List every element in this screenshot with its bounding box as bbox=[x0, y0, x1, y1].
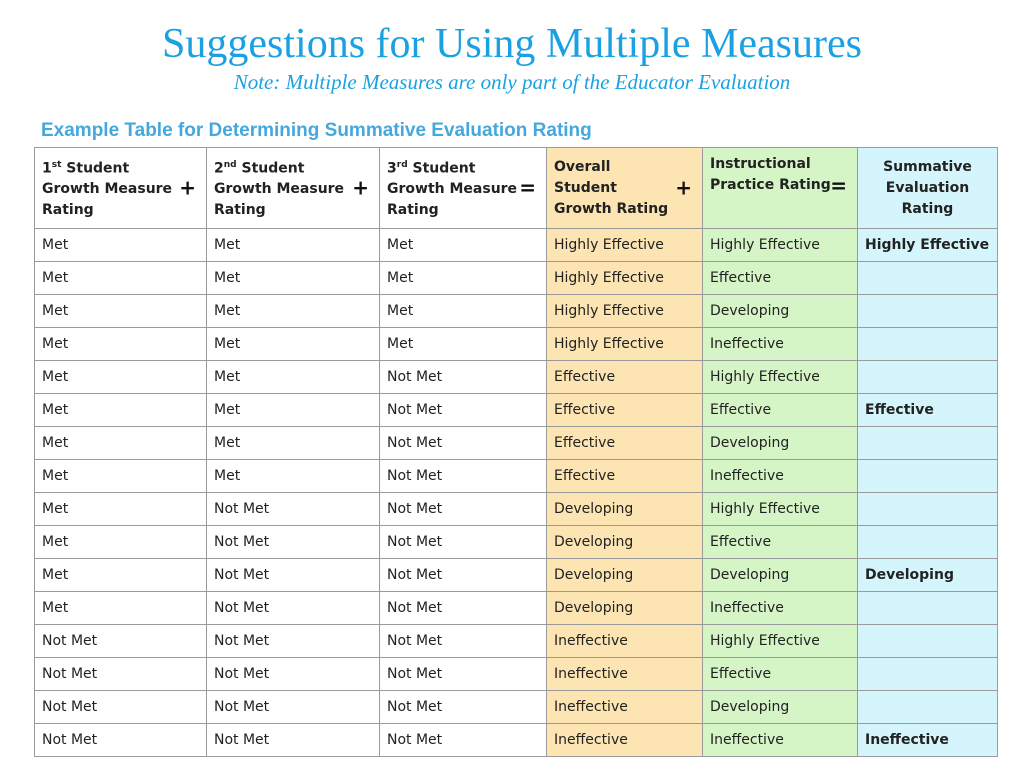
cell-second-measure: Not Met bbox=[207, 526, 380, 559]
cell-overall-growth: Developing bbox=[547, 526, 703, 559]
cell-second-measure: Not Met bbox=[207, 493, 380, 526]
cell-third-measure: Not Met bbox=[380, 394, 547, 427]
cell-third-measure: Not Met bbox=[380, 658, 547, 691]
header-ordinal-suffix: rd bbox=[396, 159, 408, 170]
summative-rating-table bbox=[34, 147, 998, 757]
cell-instructional-practice: Ineffective bbox=[703, 328, 858, 361]
table-row bbox=[35, 229, 998, 262]
cell-third-measure: Met bbox=[380, 229, 547, 262]
cell-third-measure: Not Met bbox=[380, 493, 547, 526]
header-label: Practice Rating bbox=[710, 177, 831, 193]
header-label: Rating bbox=[42, 202, 94, 219]
header-ordinal: 2 bbox=[214, 160, 224, 177]
cell-third-measure: Not Met bbox=[380, 625, 547, 658]
cell-first-measure: Met bbox=[35, 394, 207, 427]
cell-first-measure: Not Met bbox=[35, 691, 207, 724]
cell-first-measure: Met bbox=[35, 493, 207, 526]
cell-first-measure: Met bbox=[35, 526, 207, 559]
header-label: Evaluation bbox=[885, 179, 970, 196]
cell-instructional-practice: Highly Effective bbox=[703, 493, 858, 526]
cell-second-measure: Not Met bbox=[207, 625, 380, 658]
cell-overall-growth: Highly Effective bbox=[547, 262, 703, 295]
cell-third-measure: Not Met bbox=[380, 592, 547, 625]
cell-instructional-practice: Effective bbox=[703, 658, 858, 691]
cell-overall-growth: Effective bbox=[547, 394, 703, 427]
table-row bbox=[35, 658, 998, 691]
cell-third-measure: Not Met bbox=[380, 724, 547, 757]
cell-instructional-practice: Highly Effective bbox=[703, 361, 858, 394]
cell-overall-growth: Highly Effective bbox=[547, 328, 703, 361]
cell-overall-growth: Developing bbox=[547, 559, 703, 592]
cell-summative-rating bbox=[858, 592, 998, 625]
cell-second-measure: Met bbox=[207, 328, 380, 361]
table-row bbox=[35, 361, 998, 394]
cell-first-measure: Met bbox=[35, 262, 207, 295]
cell-second-measure: Met bbox=[207, 394, 380, 427]
header-label: Rating bbox=[901, 200, 954, 217]
cell-first-measure: Met bbox=[35, 229, 207, 262]
plus-operator: + bbox=[179, 175, 196, 200]
cell-instructional-practice: Ineffective bbox=[703, 724, 858, 757]
cell-first-measure: Not Met bbox=[35, 724, 207, 757]
cell-overall-growth: Effective bbox=[547, 427, 703, 460]
cell-summative-rating: Highly Effective bbox=[858, 229, 998, 262]
cell-first-measure: Met bbox=[35, 592, 207, 625]
cell-instructional-practice: Effective bbox=[703, 526, 858, 559]
cell-overall-growth: Highly Effective bbox=[547, 229, 703, 262]
cell-third-measure: Met bbox=[380, 295, 547, 328]
header-label: Instructional bbox=[710, 156, 811, 172]
cell-first-measure: Met bbox=[35, 427, 207, 460]
header-label: Student bbox=[407, 160, 476, 177]
cell-second-measure: Not Met bbox=[207, 691, 380, 724]
slide-subtitle: Note: Multiple Measures are only part of the Educator Evaluation bbox=[233, 70, 791, 94]
header-label: Student bbox=[236, 160, 305, 177]
cell-summative-rating bbox=[858, 691, 998, 724]
cell-summative-rating: Effective bbox=[858, 394, 998, 427]
cell-instructional-practice: Developing bbox=[703, 295, 858, 328]
cell-summative-rating bbox=[858, 427, 998, 460]
header-label: Student bbox=[554, 179, 617, 196]
table-row bbox=[35, 526, 998, 559]
header-label: Student bbox=[61, 160, 130, 177]
table-row bbox=[35, 328, 998, 361]
header-ordinal: 1 bbox=[42, 160, 52, 177]
table-row bbox=[35, 559, 998, 592]
table-row bbox=[35, 262, 998, 295]
cell-overall-growth: Developing bbox=[547, 493, 703, 526]
table-caption: Example Table for Determining Summative Evaluation Rating bbox=[41, 120, 592, 141]
table-row bbox=[35, 460, 998, 493]
table-row bbox=[35, 394, 998, 427]
table-row bbox=[35, 625, 998, 658]
cell-second-measure: Met bbox=[207, 460, 380, 493]
cell-overall-growth: Developing bbox=[547, 592, 703, 625]
table-body bbox=[35, 229, 998, 757]
header-label: Growth Measure bbox=[42, 181, 173, 198]
cell-instructional-practice: Highly Effective bbox=[703, 625, 858, 658]
cell-second-measure: Met bbox=[207, 427, 380, 460]
cell-instructional-practice: Ineffective bbox=[703, 592, 858, 625]
cell-overall-growth: Ineffective bbox=[547, 691, 703, 724]
cell-first-measure: Not Met bbox=[35, 658, 207, 691]
slide-title: Suggestions for Using Multiple Measures bbox=[162, 21, 862, 67]
header-label: Summative bbox=[883, 158, 972, 175]
header-instructional-practice bbox=[703, 148, 858, 229]
cell-instructional-practice: Highly Effective bbox=[703, 229, 858, 262]
cell-first-measure: Met bbox=[35, 460, 207, 493]
table-row bbox=[35, 691, 998, 724]
header-second-student-growth bbox=[207, 148, 380, 229]
cell-third-measure: Not Met bbox=[380, 691, 547, 724]
cell-summative-rating bbox=[858, 526, 998, 559]
header-overall-student-growth bbox=[547, 148, 703, 229]
table-row bbox=[35, 493, 998, 526]
cell-instructional-practice: Ineffective bbox=[703, 460, 858, 493]
header-ordinal-suffix: nd bbox=[223, 159, 237, 170]
cell-third-measure: Not Met bbox=[380, 361, 547, 394]
cell-summative-rating bbox=[858, 295, 998, 328]
table-row bbox=[35, 295, 998, 328]
cell-first-measure: Met bbox=[35, 361, 207, 394]
header-ordinal: 3 bbox=[387, 160, 397, 177]
cell-instructional-practice: Developing bbox=[703, 427, 858, 460]
header-third-student-growth bbox=[380, 148, 547, 229]
cell-summative-rating bbox=[858, 328, 998, 361]
cell-second-measure: Not Met bbox=[207, 658, 380, 691]
table-row bbox=[35, 724, 998, 757]
cell-second-measure: Met bbox=[207, 295, 380, 328]
cell-summative-rating bbox=[858, 493, 998, 526]
table-header-row bbox=[35, 148, 998, 229]
cell-overall-growth: Ineffective bbox=[547, 625, 703, 658]
cell-overall-growth: Ineffective bbox=[547, 724, 703, 757]
cell-third-measure: Not Met bbox=[380, 460, 547, 493]
cell-third-measure: Not Met bbox=[380, 559, 547, 592]
cell-third-measure: Not Met bbox=[380, 526, 547, 559]
cell-summative-rating: Developing bbox=[858, 559, 998, 592]
cell-second-measure: Met bbox=[207, 262, 380, 295]
equals-operator: = bbox=[830, 173, 847, 198]
table-row bbox=[35, 427, 998, 460]
header-label: Growth Measure bbox=[387, 181, 518, 198]
cell-summative-rating bbox=[858, 658, 998, 691]
cell-summative-rating: Ineffective bbox=[858, 724, 998, 757]
cell-second-measure: Not Met bbox=[207, 724, 380, 757]
cell-instructional-practice: Effective bbox=[703, 394, 858, 427]
cell-third-measure: Met bbox=[380, 262, 547, 295]
cell-first-measure: Met bbox=[35, 559, 207, 592]
cell-summative-rating bbox=[858, 460, 998, 493]
cell-overall-growth: Highly Effective bbox=[547, 295, 703, 328]
cell-second-measure: Not Met bbox=[207, 592, 380, 625]
cell-third-measure: Not Met bbox=[380, 427, 547, 460]
header-summative-evaluation bbox=[858, 148, 998, 229]
cell-first-measure: Not Met bbox=[35, 625, 207, 658]
cell-summative-rating bbox=[858, 361, 998, 394]
table-row bbox=[35, 592, 998, 625]
header-label: Overall bbox=[554, 158, 611, 175]
cell-instructional-practice: Developing bbox=[703, 559, 858, 592]
plus-operator: + bbox=[352, 175, 369, 200]
cell-first-measure: Met bbox=[35, 328, 207, 361]
cell-overall-growth: Effective bbox=[547, 460, 703, 493]
cell-instructional-practice: Developing bbox=[703, 691, 858, 724]
cell-second-measure: Not Met bbox=[207, 559, 380, 592]
cell-overall-growth: Effective bbox=[547, 361, 703, 394]
cell-summative-rating bbox=[858, 262, 998, 295]
cell-first-measure: Met bbox=[35, 295, 207, 328]
cell-third-measure: Met bbox=[380, 328, 547, 361]
header-label: Rating bbox=[214, 202, 266, 219]
cell-second-measure: Met bbox=[207, 361, 380, 394]
header-ordinal-suffix: st bbox=[51, 159, 62, 170]
cell-second-measure: Met bbox=[207, 229, 380, 262]
equals-operator: = bbox=[519, 175, 536, 200]
header-label: Growth Rating bbox=[554, 200, 669, 217]
cell-overall-growth: Ineffective bbox=[547, 658, 703, 691]
header-label: Growth Measure bbox=[214, 181, 345, 198]
header-label: Rating bbox=[387, 202, 439, 219]
cell-instructional-practice: Effective bbox=[703, 262, 858, 295]
plus-operator: + bbox=[675, 175, 692, 200]
cell-summative-rating bbox=[858, 625, 998, 658]
header-first-student-growth bbox=[35, 148, 207, 229]
